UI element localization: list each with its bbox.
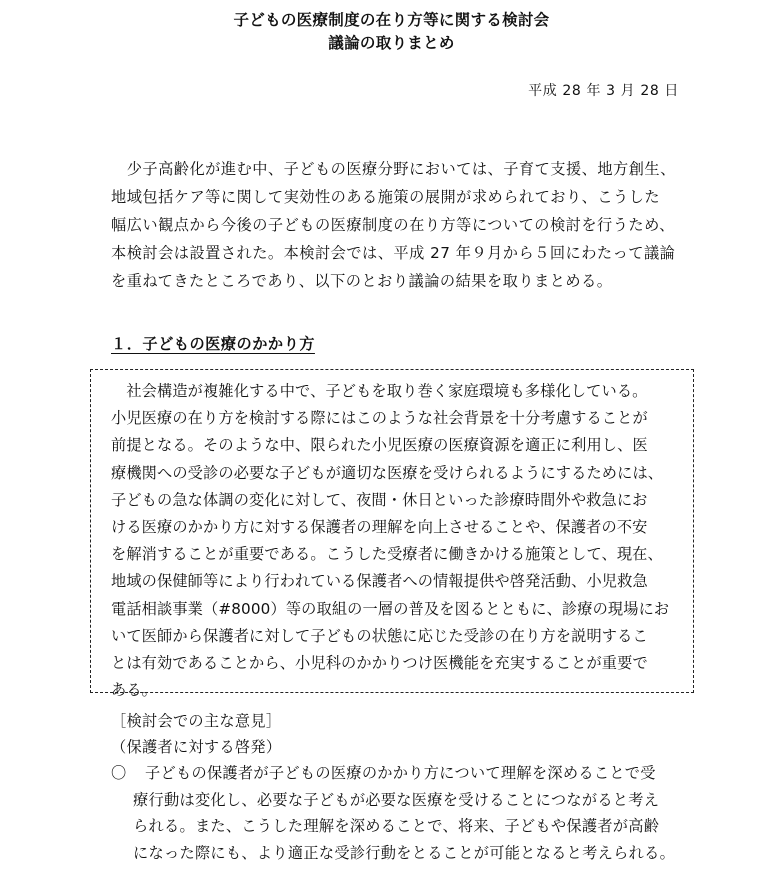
document-title: 子どもの医療制度の在り方等に関する検討会: [233, 11, 550, 29]
intro-line: 少子高齢化が進む中、子どもの医療分野においては、子育て支援、地方創生、: [111, 160, 676, 178]
document-subtitle: 議論の取りまとめ: [328, 34, 455, 52]
opinion-line: になった際にも、より適正な受診行動をとることが可能となると考えられる。: [133, 843, 676, 862]
opinion-line: [111, 760, 701, 787]
summary-line: を解消することが重要である。こうした受療者に働きかける施策として、現在、: [111, 545, 663, 564]
summary-line: いて医師から保護者に対して子どもの状態に応じた受診の在り方を説明するこ: [111, 626, 648, 645]
intro-paragraph: [111, 155, 701, 295]
summary-line: 子どもの急な体調の変化に対して、夜間・休日といった診療時間外や救急にお: [111, 490, 648, 509]
opinions-subheading: （保護者に対する啓発）: [111, 738, 282, 756]
opinions-heading: ［検討会での主な意見］: [111, 712, 282, 730]
intro-line: 幅広い観点から今後の子どもの医療制度の在り方等についての検討を行うため、: [111, 216, 675, 234]
summary-line: 療機関への受診の必要な子どもが適切な医療を受けられるようにするためには、: [111, 463, 664, 482]
opinion-text: 子どもの保護者が子どもの医療のかかり方について理解を深めることで受: [145, 764, 656, 782]
opinion-item: [111, 760, 701, 866]
section-heading: １．子どもの医療のかかり方: [111, 335, 315, 353]
summary-line: とは有効であることから、小児科のかかりつけ医機能を充実することが重要で: [111, 653, 648, 672]
intro-line: 地域包括ケア等に関して実効性のある施策の展開が求められており、こうした: [111, 188, 661, 206]
summary-line: ある。: [111, 681, 158, 700]
bullet-circle-icon: 〇: [111, 764, 127, 782]
intro-line: を重ねてきたところであり、以下のとおり議論の結果を取りまとめる。: [111, 272, 613, 290]
opinion-line: 療行動は変化し、必要な子どもが必要な医療を受けることにつながると考え: [133, 790, 660, 809]
summary-line: 地域の保健師等により行われている保護者への情報提供や啓発活動、小児救急: [111, 572, 648, 591]
summary-line: 電話相談事業（#8000）等の取組の一層の普及を図るとともに、診療の現場にお: [111, 599, 670, 618]
summary-line: 前提となる。そのような中、限られた小児医療の医療資源を適正に利用し、医: [111, 436, 648, 455]
intro-line: 本検討会は設置された。本検討会では、平成 27 年９月から５回にわたって議論: [111, 244, 676, 262]
summary-line: ける医療のかかり方に対する保護者の理解を向上させることや、保護者の不安: [111, 517, 648, 536]
summary-line: 社会構造が複雑化する中で、子どもを取り巻く家庭環境も多様化している。: [111, 382, 648, 400]
opinion-line: られる。また、こうした理解を深めることで、将来、子どもや保護者が高齢: [133, 817, 660, 835]
summary-paragraph: [111, 378, 689, 704]
summary-line: 小児医療の在り方を検討する際にはこのような社会背景を十分考慮することが: [111, 409, 648, 428]
document-date: 平成 28 年 3 月 28 日: [528, 83, 679, 99]
